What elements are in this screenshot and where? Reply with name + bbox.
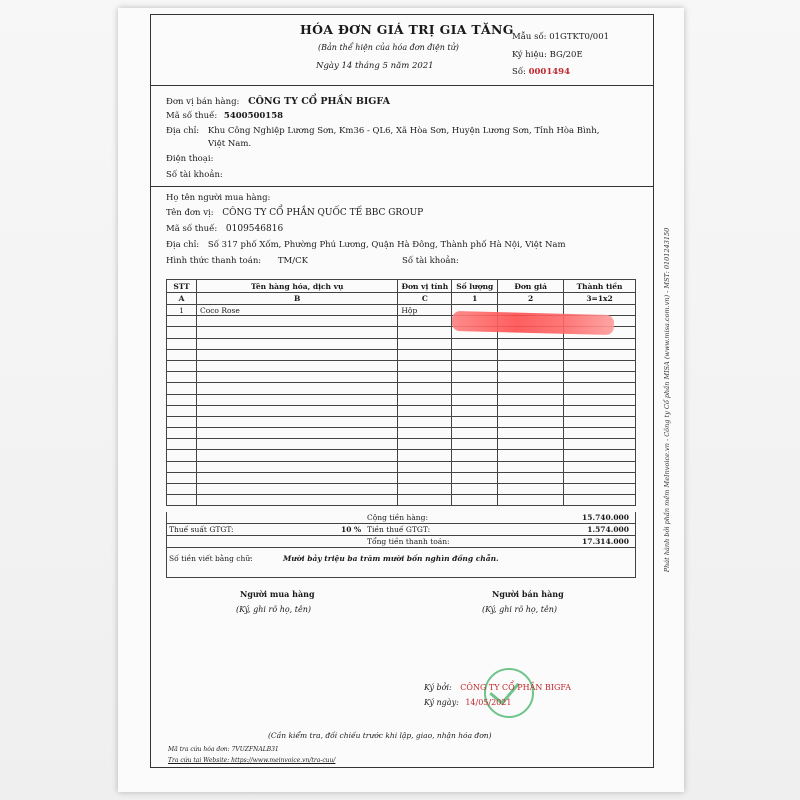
invoice-title: HÓA ĐƠN GIÁ TRỊ GIA TĂNG xyxy=(300,22,514,37)
buyer-unit: CÔNG TY CỔ PHẦN QUỐC TẾ BBC GROUP xyxy=(222,208,424,218)
seller-address-row xyxy=(166,126,599,136)
table-row-empty xyxy=(167,338,636,349)
table-row-empty xyxy=(167,349,636,360)
signed-date-row xyxy=(424,698,511,707)
seller-tax-label: Mã số thuế: xyxy=(166,111,218,121)
table-row-empty xyxy=(167,416,636,427)
header-name: Tên hàng hóa, dịch vụ xyxy=(196,280,397,293)
amount-in-words-row xyxy=(166,548,636,578)
buyer-unit-row xyxy=(166,208,423,218)
signed-date: 14/05/2021 xyxy=(465,698,512,707)
row-name: Coco Rose xyxy=(196,305,397,316)
subtotal-label: Cộng tiền hàng: xyxy=(367,513,428,522)
seller-name-label: Đơn vị bán hàng: xyxy=(166,97,240,107)
row-stt: 1 xyxy=(167,305,197,316)
seller-name-row xyxy=(166,96,390,107)
table-header-row xyxy=(167,280,636,293)
buyer-payment-label: Hình thức thanh toán: xyxy=(166,256,262,266)
header-qty: Số lượng xyxy=(452,280,498,293)
seller-name: CÔNG TY CỔ PHẦN BIGFA xyxy=(248,96,390,107)
signed-by: CÔNG TY CỔ PHẦN BIGFA xyxy=(460,683,572,692)
table-row-empty xyxy=(167,372,636,383)
signed-by-row xyxy=(424,683,571,692)
buyer-address-row xyxy=(166,240,566,250)
letter-3: 3=1x2 xyxy=(564,293,636,305)
total-row xyxy=(166,536,636,548)
amount-in-words: Mười bảy triệu ba trăm mười bốn nghìn đồng chẵn. xyxy=(283,554,499,563)
buyer-sign-title: Người mua hàng xyxy=(240,589,315,599)
table-row-empty xyxy=(167,383,636,394)
seller-tax: 5400500158 xyxy=(223,111,284,121)
vat-rate-label: Thuế suất GTGT: xyxy=(169,525,234,534)
divider xyxy=(150,186,654,187)
invoice-symbol: Ký hiệu: BG/20E xyxy=(512,50,583,60)
total-label: Tổng tiền thanh toán: xyxy=(367,537,450,546)
buyer-tax-row xyxy=(166,224,283,234)
table-row-empty xyxy=(167,472,636,483)
invoice-subtitle: (Bản thể hiện của hóa đơn điện tử) xyxy=(318,43,459,52)
table-letter-row xyxy=(167,293,636,305)
table-row-empty xyxy=(167,405,636,416)
subtotal-row xyxy=(166,512,636,524)
vat-row xyxy=(166,524,636,536)
vat-rate-value: 10 % xyxy=(341,525,362,534)
subtotal-value: 15.740.000 xyxy=(582,513,629,522)
table-row-empty xyxy=(167,428,636,439)
buyer-address: Số 317 phố Xốm, Phường Phú Lương, Quận Hà Đông, Thành phố Hà Nội, Việt Nam xyxy=(207,240,566,250)
letter-a: A xyxy=(167,293,197,305)
vat-value: 1.574.000 xyxy=(587,525,629,534)
header-unit: Đơn vị tính xyxy=(398,280,452,293)
invoice-date: Ngày 14 tháng 5 năm 2021 xyxy=(316,61,434,71)
invoice-number xyxy=(512,67,570,77)
seller-phone-label: Điện thoại: xyxy=(166,154,214,164)
seller-address-line2: Việt Nam. xyxy=(208,139,252,149)
buyer-tax-label: Mã số thuế: xyxy=(166,224,218,234)
letter-b: B xyxy=(196,293,397,305)
seller-address-line1: Khu Công Nghiệp Lương Sơn, Km36 - QL6, Xã Hòa Sơn, Huyện Lương Sơn, Tỉnh Hòa Bình, xyxy=(207,126,600,136)
redaction-mark xyxy=(452,311,614,335)
buyer-person-label: Họ tên người mua hàng: xyxy=(166,193,271,203)
table-row-empty xyxy=(167,360,636,371)
seller-tax-row xyxy=(166,111,283,121)
seller-address-label: Địa chỉ: xyxy=(166,126,200,136)
amount-in-words-label: Số tiền viết bằng chữ: xyxy=(169,554,253,563)
buyer-sign-hint: (Ký, ghi rõ họ, tên) xyxy=(236,605,311,614)
vat-label: Tiền thuế GTGT: xyxy=(367,525,431,534)
seller-sign-hint: (Ký, ghi rõ họ, tên) xyxy=(482,605,557,614)
buyer-tax: 0109546816 xyxy=(225,224,284,234)
table-row-empty xyxy=(167,394,636,405)
table-row-empty xyxy=(167,495,636,506)
form-number: Mẫu số: 01GTKT0/001 xyxy=(512,32,610,42)
header-stt: STT xyxy=(167,280,197,293)
letter-1: 1 xyxy=(452,293,498,305)
buyer-address-label: Địa chỉ: xyxy=(166,240,200,250)
table-row-empty xyxy=(167,461,636,472)
divider xyxy=(150,85,654,86)
letter-c: C xyxy=(398,293,452,305)
invoice-number-value: 0001494 xyxy=(528,67,570,77)
lookup-code: Mã tra cứu hóa đơn: 7VUZFNALB31 xyxy=(168,746,279,753)
table-row-empty xyxy=(167,484,636,495)
header-price: Đơn giá xyxy=(498,280,564,293)
buyer-payment: TM/CK xyxy=(277,256,308,266)
seller-account-label: Số tài khoản: xyxy=(166,170,223,180)
signed-date-label: Ký ngày: xyxy=(424,698,459,707)
table-row-empty xyxy=(167,450,636,461)
letter-2: 2 xyxy=(498,293,564,305)
total-value: 17.314.000 xyxy=(582,537,629,546)
table-row-empty xyxy=(167,439,636,450)
vertical-publisher-note: Phát hành bởi phần mềm MeInvoice.vn - Công ty Cổ phần MISA (www.misa.com.vn) - MST: 0101243150 xyxy=(663,227,671,573)
header-amount: Thành tiền xyxy=(564,280,636,293)
lookup-website[interactable]: Tra cứu tại Website: https://www.meinvoice.vn/tra-cuu/ xyxy=(168,757,336,764)
footer-note: (Cần kiểm tra, đối chiếu trước khi lập, giao, nhận hóa đơn) xyxy=(268,731,492,740)
row-unit: Hộp xyxy=(398,305,452,316)
seller-sign-title: Người bán hàng xyxy=(492,589,564,599)
buyer-account-label: Số tài khoản: xyxy=(402,256,459,266)
invoice-number-label: Số: xyxy=(512,67,526,77)
buyer-unit-label: Tên đơn vị: xyxy=(166,208,214,218)
signed-by-label: Ký bởi: xyxy=(424,683,452,692)
buyer-payment-row xyxy=(166,256,308,266)
